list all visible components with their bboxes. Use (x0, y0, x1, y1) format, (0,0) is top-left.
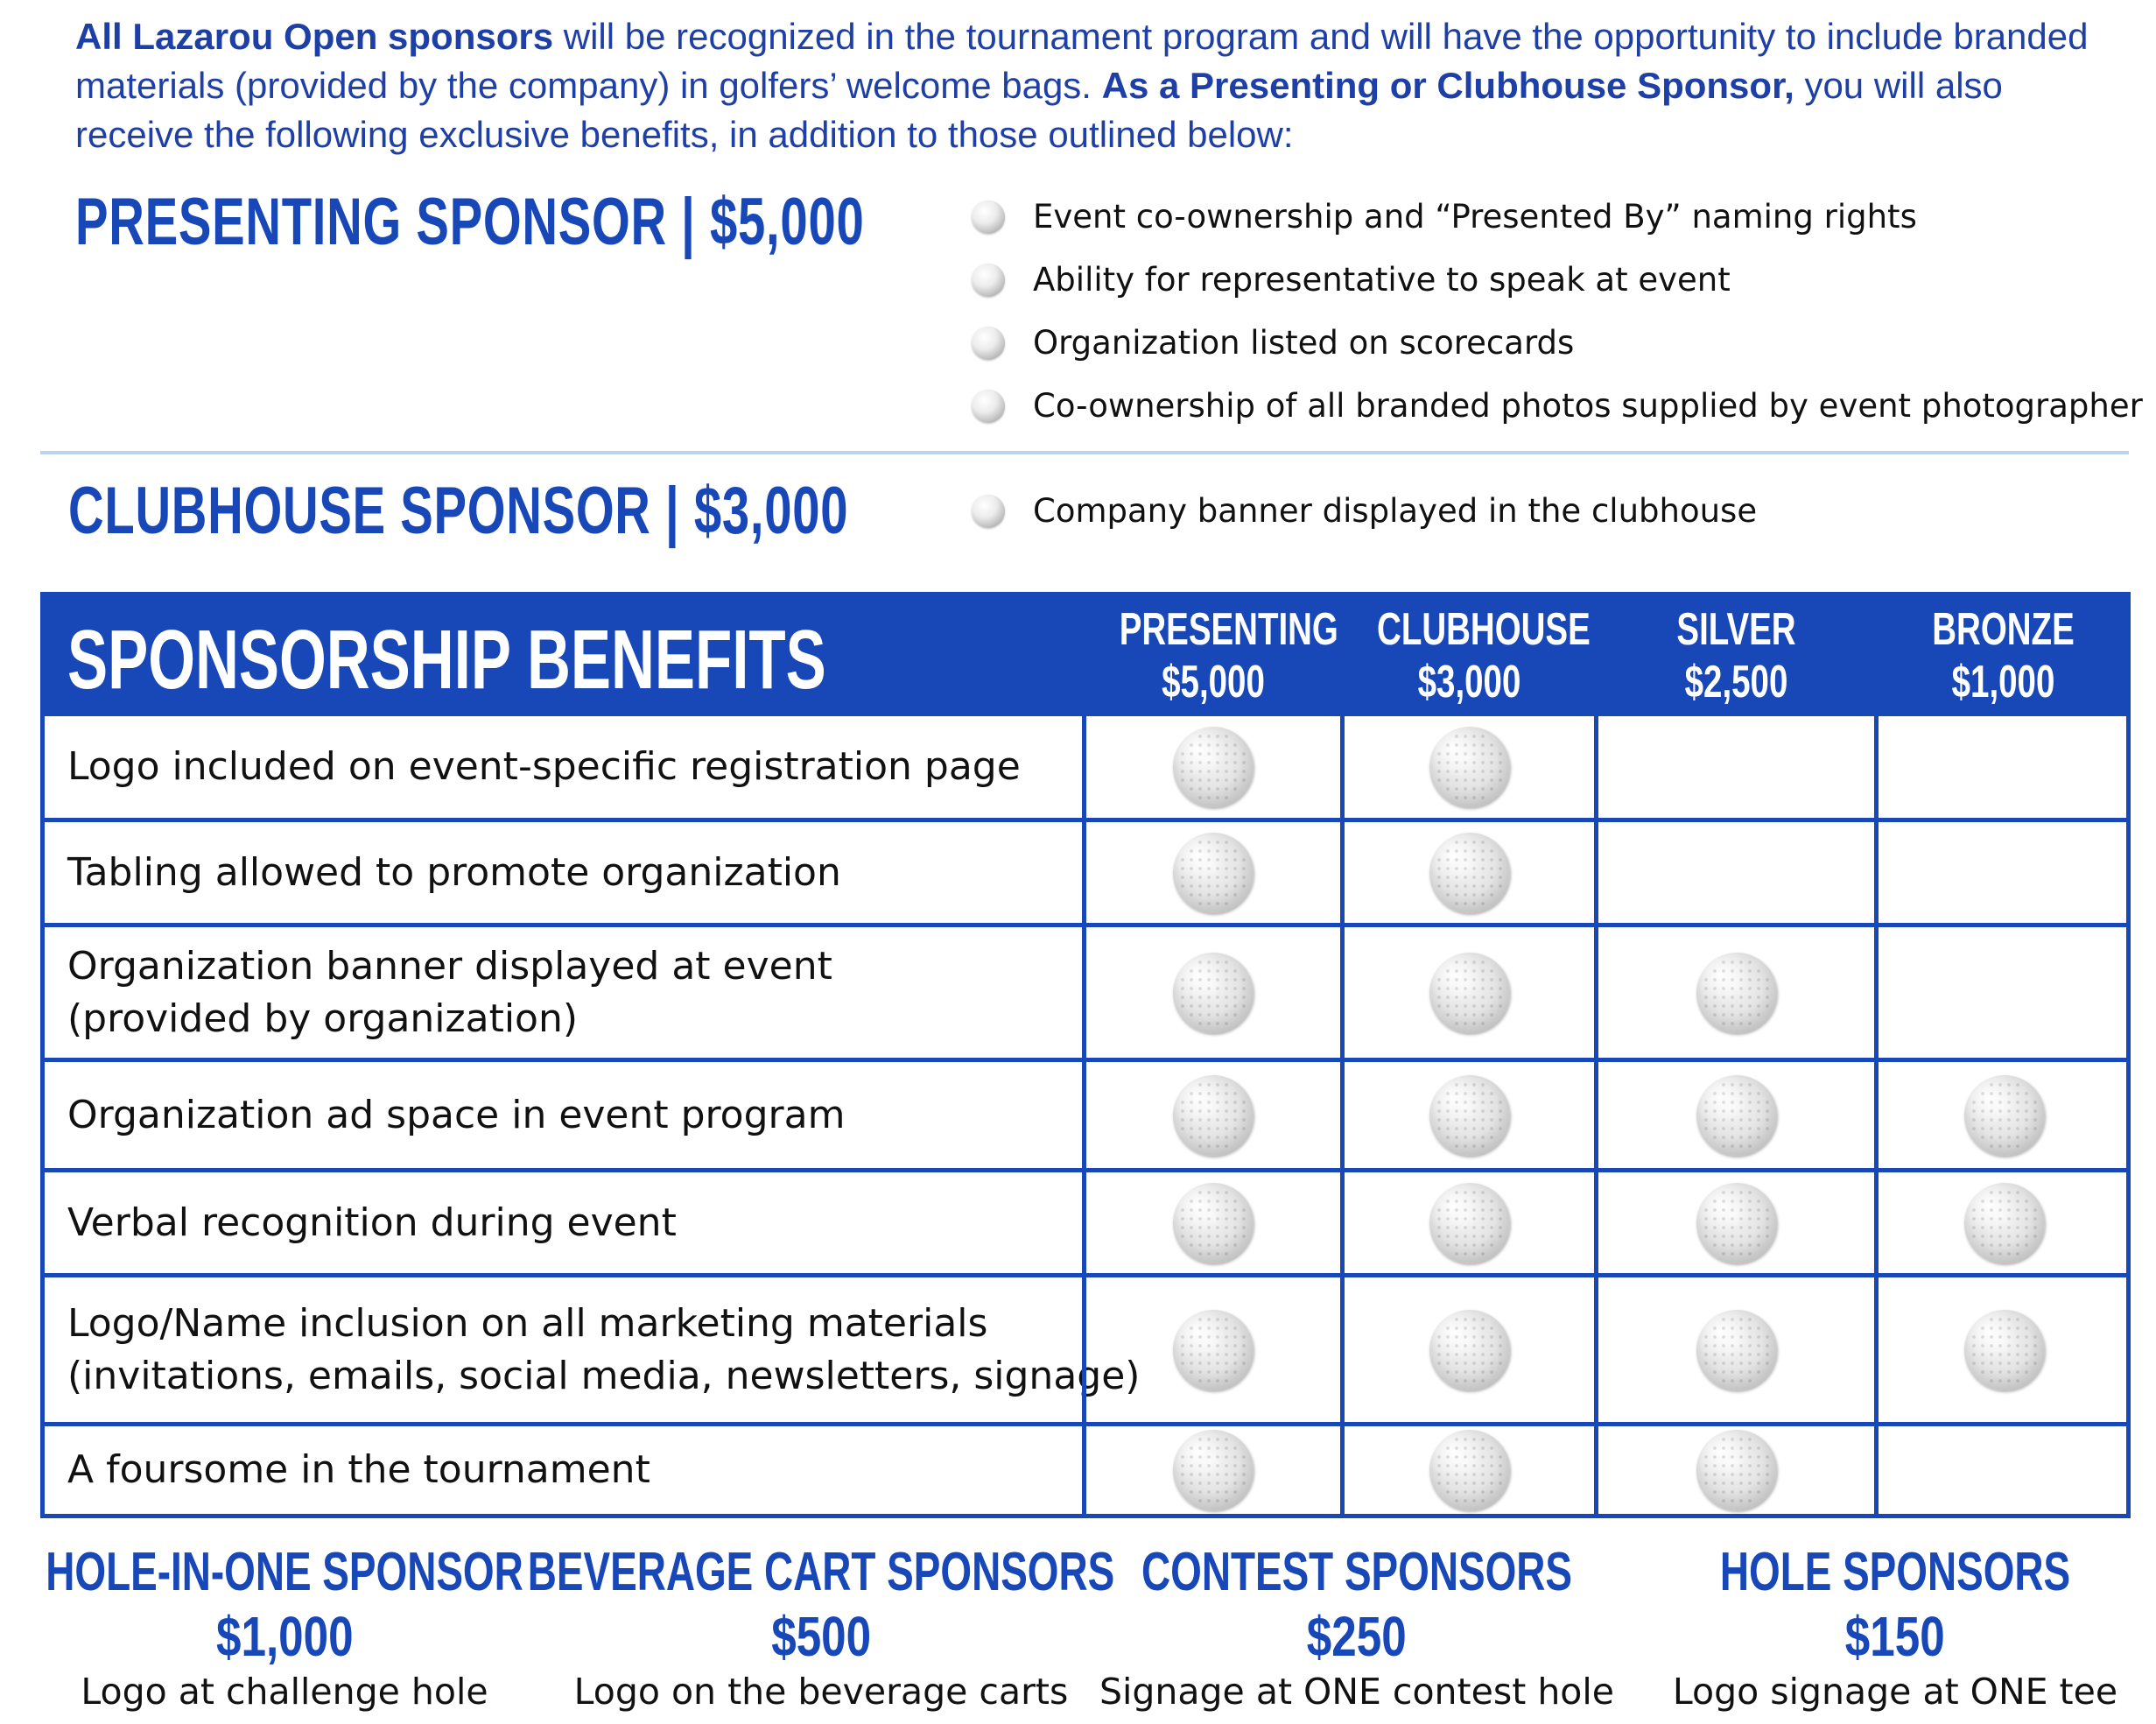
benefit-label: Organization ad space in event program (67, 1093, 846, 1137)
benefit-cell (1340, 927, 1594, 1058)
benefit-cell (1874, 927, 2131, 1058)
benefit-cell (1594, 1277, 1874, 1422)
golf-ball-icon (1173, 953, 1254, 1033)
extra-desc: Logo at challenge hole (81, 1671, 488, 1713)
golf-ball-icon (1429, 953, 1510, 1033)
golf-ball-icon (972, 201, 1005, 234)
perk-text: Ability for representative to speak at event (1033, 261, 1731, 299)
benefit-cell (1874, 822, 2131, 923)
presenting-sponsor-title: PRESENTING SPONSOR | $5,000 (75, 185, 865, 259)
golf-ball-icon (1173, 1430, 1254, 1510)
benefit-cell (1082, 1277, 1340, 1422)
extra-sponsor-contest (1066, 1541, 1648, 1714)
table-header (45, 596, 2126, 712)
column-name: PRESENTING (1119, 604, 1338, 655)
extra-price: $250 (1307, 1605, 1407, 1668)
table-row (45, 1172, 2126, 1273)
golf-ball-icon (972, 390, 1005, 423)
benefit-cell (1594, 716, 1874, 818)
extra-title: HOLE-IN-ONE SPONSOR (46, 1542, 523, 1602)
table-title: SPONSORSHIP BENEFITS (67, 613, 826, 707)
column-price: $1,000 (1951, 657, 2055, 707)
benefit-cell (1082, 1426, 1340, 1514)
clubhouse-perk (972, 492, 1757, 530)
golf-ball-icon (972, 495, 1005, 528)
benefit-cell (1340, 1172, 1594, 1273)
golf-ball-icon (972, 264, 1005, 297)
column-header-clubhouse (1345, 603, 1594, 708)
benefit-cell (1594, 1062, 1874, 1168)
intro-text-1: will be recognized in the tournament program and will have the opportunity to include branded materials (provided by the company) in golfers’ welcome bags. (75, 16, 2089, 106)
benefit-cell (1874, 1277, 2131, 1422)
extra-desc: Signage at ONE contest hole (1099, 1671, 1614, 1713)
benefit-cell (1874, 1172, 2131, 1273)
intro-bold-2: As a Presenting or Clubhouse Sponsor, (1101, 65, 1794, 106)
benefit-label: Verbal recognition during event (67, 1200, 677, 1245)
perk-text: Company banner displayed in the clubhouse (1033, 492, 1758, 530)
benefit-cell (1594, 822, 1874, 923)
presenting-perk (972, 324, 1574, 362)
golf-ball-icon (1173, 833, 1254, 913)
golf-ball-icon (1696, 953, 1777, 1033)
column-header-presenting (1086, 603, 1340, 708)
golf-ball-icon (1429, 727, 1510, 807)
benefit-cell (1340, 822, 1594, 923)
benefit-label: A foursome in the tournament (67, 1447, 650, 1492)
golf-ball-icon (1696, 1430, 1777, 1510)
perk-text: Event co-ownership and “Presented By” naming rights (1033, 198, 1917, 236)
column-price: $3,000 (1417, 657, 1521, 707)
benefit-label: Tabling allowed to promote organization (67, 850, 841, 895)
benefit-cell (1082, 1172, 1340, 1273)
presenting-perk (972, 198, 1917, 236)
golf-ball-icon (1696, 1183, 1777, 1263)
golf-ball-icon (1964, 1183, 2045, 1263)
benefit-cell (1340, 1277, 1594, 1422)
column-name: BRONZE (1932, 604, 2075, 655)
intro-paragraph (75, 12, 2115, 159)
benefit-label: Organization banner displayed at event (provided by organization) (67, 944, 832, 1041)
benefit-cell (1874, 716, 2131, 818)
column-price: $2,500 (1684, 657, 1788, 707)
column-header-bronze (1879, 603, 2128, 708)
golf-ball-icon (1964, 1075, 2045, 1156)
benefit-cell (1082, 927, 1340, 1058)
table-row (45, 1277, 2126, 1422)
perk-text: Organization listed on scorecards (1033, 324, 1575, 362)
benefits-table (40, 592, 2131, 1518)
extra-price: $1,000 (215, 1605, 354, 1668)
table-row (45, 1426, 2126, 1514)
golf-ball-icon (1696, 1310, 1777, 1390)
column-header-silver (1598, 603, 1874, 708)
benefit-cell (1340, 1062, 1594, 1168)
golf-ball-icon (1429, 1075, 1510, 1156)
benefit-cell (1082, 1062, 1340, 1168)
golf-ball-icon (1429, 1183, 1510, 1263)
extra-title: BEVERAGE CART SPONSORS (527, 1542, 1115, 1602)
benefit-cell (1594, 1426, 1874, 1514)
golf-ball-icon (1964, 1310, 2045, 1390)
golf-ball-icon (1429, 1310, 1510, 1390)
column-name: SILVER (1676, 604, 1796, 655)
golf-ball-icon (1173, 727, 1254, 807)
benefit-cell (1082, 716, 1340, 818)
benefit-cell (1340, 1426, 1594, 1514)
intro-text-2: you will also receive the following exclusive benefits, in addition to those outlined below: (75, 65, 2003, 155)
column-price: $5,000 (1162, 657, 1265, 707)
table-row (45, 927, 2126, 1058)
extra-desc: Logo on the beverage carts (573, 1671, 1069, 1713)
benefit-label: Logo/Name inclusion on all marketing materials (invitations, emails, social media, newsletters, signage) (67, 1301, 1141, 1398)
golf-ball-icon (1429, 1430, 1510, 1510)
table-row (45, 822, 2126, 923)
benefit-cell (1082, 822, 1340, 923)
benefit-cell (1874, 1426, 2131, 1514)
golf-ball-icon (1696, 1075, 1777, 1156)
extra-desc: Logo signage at ONE tee (1672, 1671, 2118, 1713)
column-name: CLUBHOUSE (1377, 604, 1591, 655)
perk-text: Co-ownership of all branded photos supplied by event photographer (1033, 387, 2143, 425)
extra-price: $500 (771, 1605, 871, 1668)
table-row (45, 716, 2126, 818)
golf-ball-icon (1429, 833, 1510, 913)
intro-bold-1: All Lazarou Open sponsors (75, 16, 554, 57)
presenting-perk (972, 261, 1731, 299)
golf-ball-icon (1173, 1310, 1254, 1390)
golf-ball-icon (972, 327, 1005, 360)
benefit-cell (1874, 1062, 2131, 1168)
extra-title: HOLE SPONSORS (1719, 1542, 2071, 1602)
extra-title: CONTEST SPONSORS (1141, 1542, 1573, 1602)
benefit-label: Logo included on event-specific registration page (67, 744, 1021, 789)
benefit-cell (1594, 927, 1874, 1058)
benefit-cell (1340, 716, 1594, 818)
section-divider (40, 451, 2129, 454)
golf-ball-icon (1173, 1183, 1254, 1263)
golf-ball-icon (1173, 1075, 1254, 1156)
presenting-perk (972, 387, 2143, 425)
benefit-cell (1594, 1172, 1874, 1273)
clubhouse-sponsor-title: CLUBHOUSE SPONSOR | $3,000 (68, 474, 849, 548)
extra-sponsor-hole (1659, 1541, 2132, 1714)
table-row (45, 1062, 2126, 1168)
extra-price: $150 (1845, 1605, 1945, 1668)
